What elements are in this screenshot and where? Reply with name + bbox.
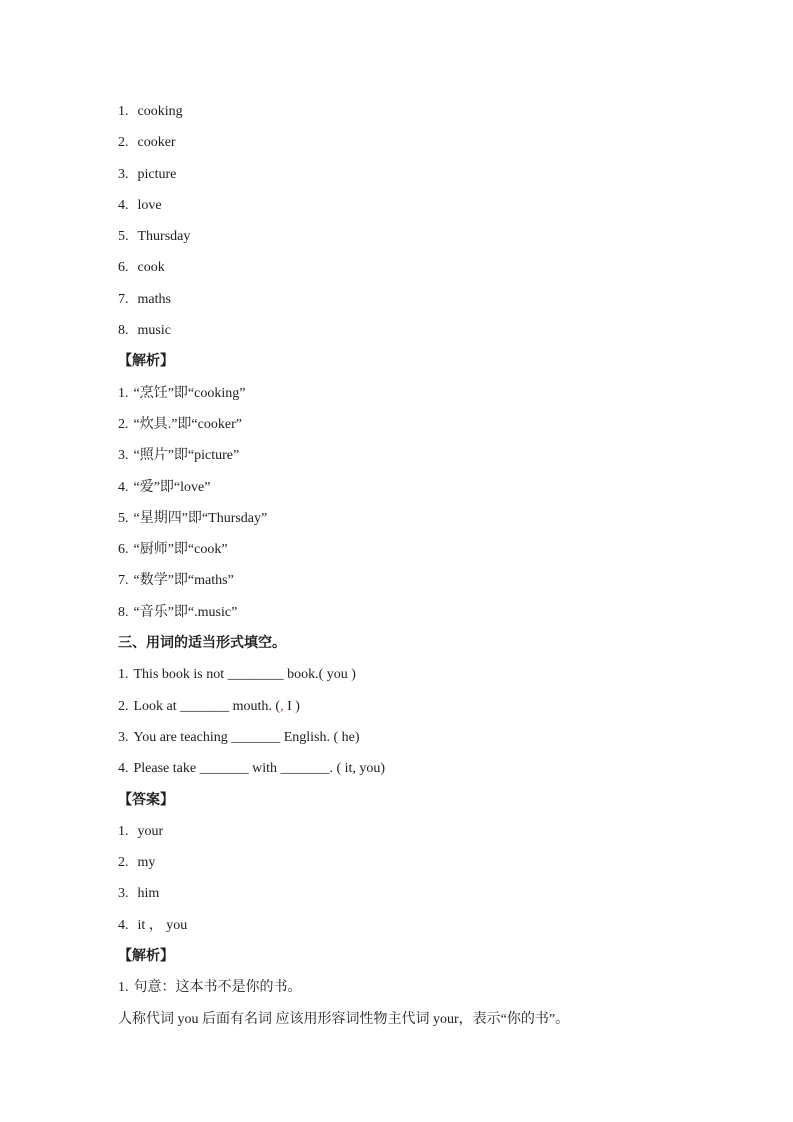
document-content — [118, 96, 698, 1035]
item-number: 4. — [118, 761, 129, 777]
question-line — [118, 753, 698, 784]
item-number: 3. — [118, 448, 129, 464]
word-answer-item — [118, 315, 698, 346]
word-analysis-item — [118, 378, 698, 409]
question-text: You are teaching _______ English. ( he) — [133, 729, 360, 745]
word-analysis-item — [118, 472, 698, 503]
analysis-header: 【解析】 — [118, 354, 174, 370]
item-text: love — [137, 197, 162, 213]
word-answer-item — [118, 190, 698, 221]
item-number: 4. — [118, 197, 129, 213]
question-line — [118, 691, 698, 722]
item-text: it ， you — [137, 917, 188, 933]
item-number: 8. — [118, 323, 129, 339]
answers-header: 【答案】 — [118, 792, 174, 808]
item-number: 2. — [118, 416, 129, 432]
item-text: 句意：这本书不是你的书。 — [133, 980, 302, 996]
question-line — [118, 722, 698, 753]
item-number: 1. — [118, 385, 129, 401]
answer-item — [118, 910, 698, 941]
item-text: him — [137, 886, 160, 902]
item-number: 4. — [118, 917, 129, 933]
word-answer-item — [118, 96, 698, 127]
answer-item — [118, 816, 698, 847]
item-text: cooker — [137, 135, 176, 151]
item-text: “音乐”即“.music” — [133, 604, 238, 620]
word-analysis-item — [118, 565, 698, 596]
answer-item — [118, 878, 698, 909]
item-number: 3. — [118, 886, 129, 902]
question-line — [118, 659, 698, 690]
item-number: 2. — [118, 855, 129, 871]
word-analysis-item — [118, 534, 698, 565]
word-answer-item — [118, 127, 698, 158]
highlighted-comma: , — [280, 698, 284, 714]
word-analysis-item — [118, 597, 698, 628]
item-text: picture — [137, 166, 177, 182]
word-analysis-item — [118, 440, 698, 471]
item-text: maths — [137, 291, 171, 307]
word-answer-item — [118, 284, 698, 315]
answer-item — [118, 847, 698, 878]
item-number: 5. — [118, 229, 129, 245]
analysis-line — [118, 1004, 698, 1035]
item-text: your — [137, 823, 164, 839]
item-number: 1. — [118, 667, 129, 683]
item-text: “厨师”即“cook” — [133, 542, 228, 558]
word-answer-item — [118, 221, 698, 252]
item-number: 6. — [118, 542, 129, 558]
question-text: Look at _______ mouth. ( — [133, 698, 281, 714]
item-text: “烹饪”即“cooking” — [133, 385, 246, 401]
item-text: “爱”即“love” — [133, 479, 211, 495]
item-number: 3. — [118, 166, 129, 182]
item-text: “炊具.”即“cooker” — [133, 416, 242, 432]
item-number: 1. — [118, 823, 129, 839]
item-text: “照片”即“picture” — [133, 448, 240, 464]
word-analysis-item — [118, 409, 698, 440]
item-text: my — [137, 855, 156, 871]
item-text: music — [137, 323, 171, 339]
question-text: I ) — [283, 698, 300, 714]
item-number: 4. — [118, 479, 129, 495]
item-number: 7. — [118, 291, 129, 307]
word-analysis-item — [118, 503, 698, 534]
analysis-line — [118, 972, 698, 1003]
item-text: 人称代词 you 后面有名词 应该用形容词性物主代词 your，表示“你的书”。 — [118, 1011, 570, 1027]
item-number: 2. — [118, 135, 129, 151]
word-answer-item — [118, 159, 698, 190]
item-number: 8. — [118, 604, 129, 620]
item-number: 1. — [118, 104, 129, 119]
item-number: 2. — [118, 698, 129, 714]
item-text: “数学”即“maths” — [133, 573, 234, 589]
question-text: Please take _______ with _______. ( it, you) — [133, 761, 386, 777]
section-three-title: 三、用词的适当形式填空。 — [118, 636, 286, 652]
item-number: 3. — [118, 729, 129, 745]
item-number: 6. — [118, 260, 129, 276]
item-number: 1. — [118, 980, 129, 996]
item-number: 7. — [118, 573, 129, 589]
word-answer-item — [118, 252, 698, 283]
item-number: 5. — [118, 510, 129, 526]
item-text: cook — [137, 260, 165, 276]
item-text: “星期四”即“Thursday” — [133, 510, 268, 526]
analysis-header: 【解析】 — [118, 949, 174, 965]
item-text: Thursday — [137, 229, 191, 245]
item-text: cooking — [137, 104, 183, 119]
question-text: This book is not ________ book.( you ) — [133, 667, 356, 683]
